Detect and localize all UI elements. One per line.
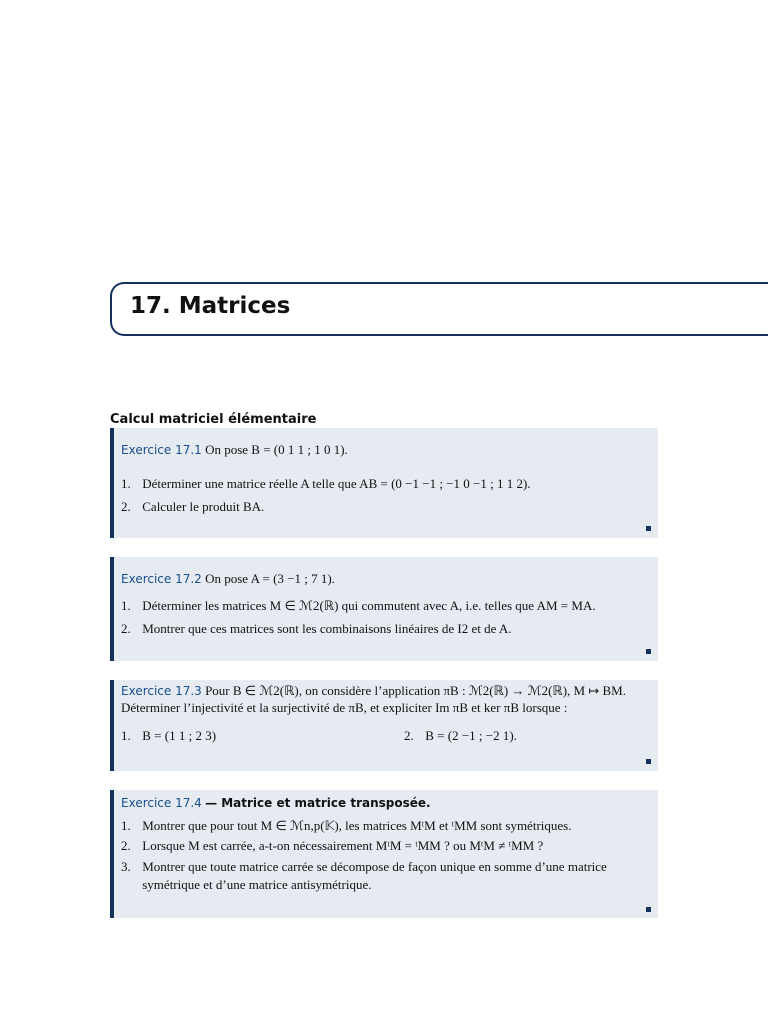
exercise-item [121, 621, 650, 637]
chapter-header [110, 282, 768, 336]
exercise-item [121, 728, 216, 744]
exercise-item [121, 499, 650, 515]
exercise-intro-line [121, 571, 650, 587]
exercise-heading: Exercice 17.1 [121, 443, 202, 457]
exercise-item [121, 838, 650, 854]
item-text: B = (2 −1 ; −2 1). [425, 728, 517, 743]
exercise-item [121, 818, 650, 834]
exercise-line2: Déterminer l’injectivité et la surjectivité de πB, et expliciter Im πB et ker πB lorsque : [121, 700, 568, 715]
exercise-item [121, 476, 650, 492]
item-number: 1. [121, 728, 131, 743]
item-text: Lorsque M est carrée, a-t-on nécessairement MᵗM = ᵗMM ? ou MᵗM ≠ ᵗMM ? [142, 838, 544, 853]
item-number: 2. [121, 621, 131, 636]
exercise-item [121, 598, 650, 614]
item-text: B = (1 1 ; 2 3) [142, 728, 217, 743]
exercise-intro: On pose A = (3 −1 ; 7 1). [205, 571, 335, 586]
item-number: 1. [121, 476, 131, 491]
exercise-17-2 [110, 557, 658, 661]
item-number: 2. [121, 838, 131, 853]
section-title: Calcul matriciel élémentaire [110, 412, 317, 427]
item-text: symétrique et d’une matrice antisymétrique. [142, 877, 372, 892]
item-text: Montrer que toute matrice carrée se décompose de façon unique en somme d’une matrice [142, 859, 607, 874]
exercise-intro-line [121, 683, 650, 699]
exercise-title: — Matrice et matrice transposée. [205, 796, 431, 810]
exercise-intro-line [121, 442, 650, 458]
exercise-intro-line [121, 795, 650, 811]
item-text: Montrer que ces matrices sont les combinaisons linéaires de I2 et de A. [142, 621, 512, 636]
qed-square-icon [646, 759, 651, 764]
exercise-intro: Pour B ∈ ℳ2(ℝ), on considère l’application πB : ℳ2(ℝ) → ℳ2(ℝ), M ↦ BM. [205, 683, 626, 698]
exercise-17-4 [110, 790, 658, 918]
qed-square-icon [646, 526, 651, 531]
exercise-item [121, 877, 650, 893]
exercise-heading: Exercice 17.4 [121, 796, 202, 810]
exercise-intro: On pose B = (0 1 1 ; 1 0 1). [205, 442, 348, 457]
item-number: 2. [404, 728, 414, 743]
item-number: 1. [121, 818, 131, 833]
item-text: Calculer le produit BA. [142, 499, 265, 514]
item-number: 2. [121, 499, 131, 514]
item-text: Déterminer les matrices M ∈ ℳ2(ℝ) qui commutent avec A, i.e. telles que AM = MA. [142, 598, 596, 613]
exercise-heading: Exercice 17.3 [121, 684, 202, 698]
exercise-item [121, 859, 650, 875]
exercise-item [404, 728, 517, 744]
chapter-title: 17. Matrices [130, 293, 291, 319]
exercise-17-3 [110, 680, 658, 771]
item-number: 3. [121, 859, 131, 874]
item-number: 1. [121, 598, 131, 613]
qed-square-icon [646, 649, 651, 654]
qed-square-icon [646, 907, 651, 912]
item-text: Montrer que pour tout M ∈ ℳn,p(𝕂), les matrices MᵗM et ᵗMM sont symétriques. [142, 818, 572, 833]
exercise-17-1 [110, 428, 658, 538]
item-text: Déterminer une matrice réelle A telle que AB = (0 −1 −1 ; −1 0 −1 ; 1 1 2). [142, 476, 531, 491]
exercise-heading: Exercice 17.2 [121, 572, 202, 586]
